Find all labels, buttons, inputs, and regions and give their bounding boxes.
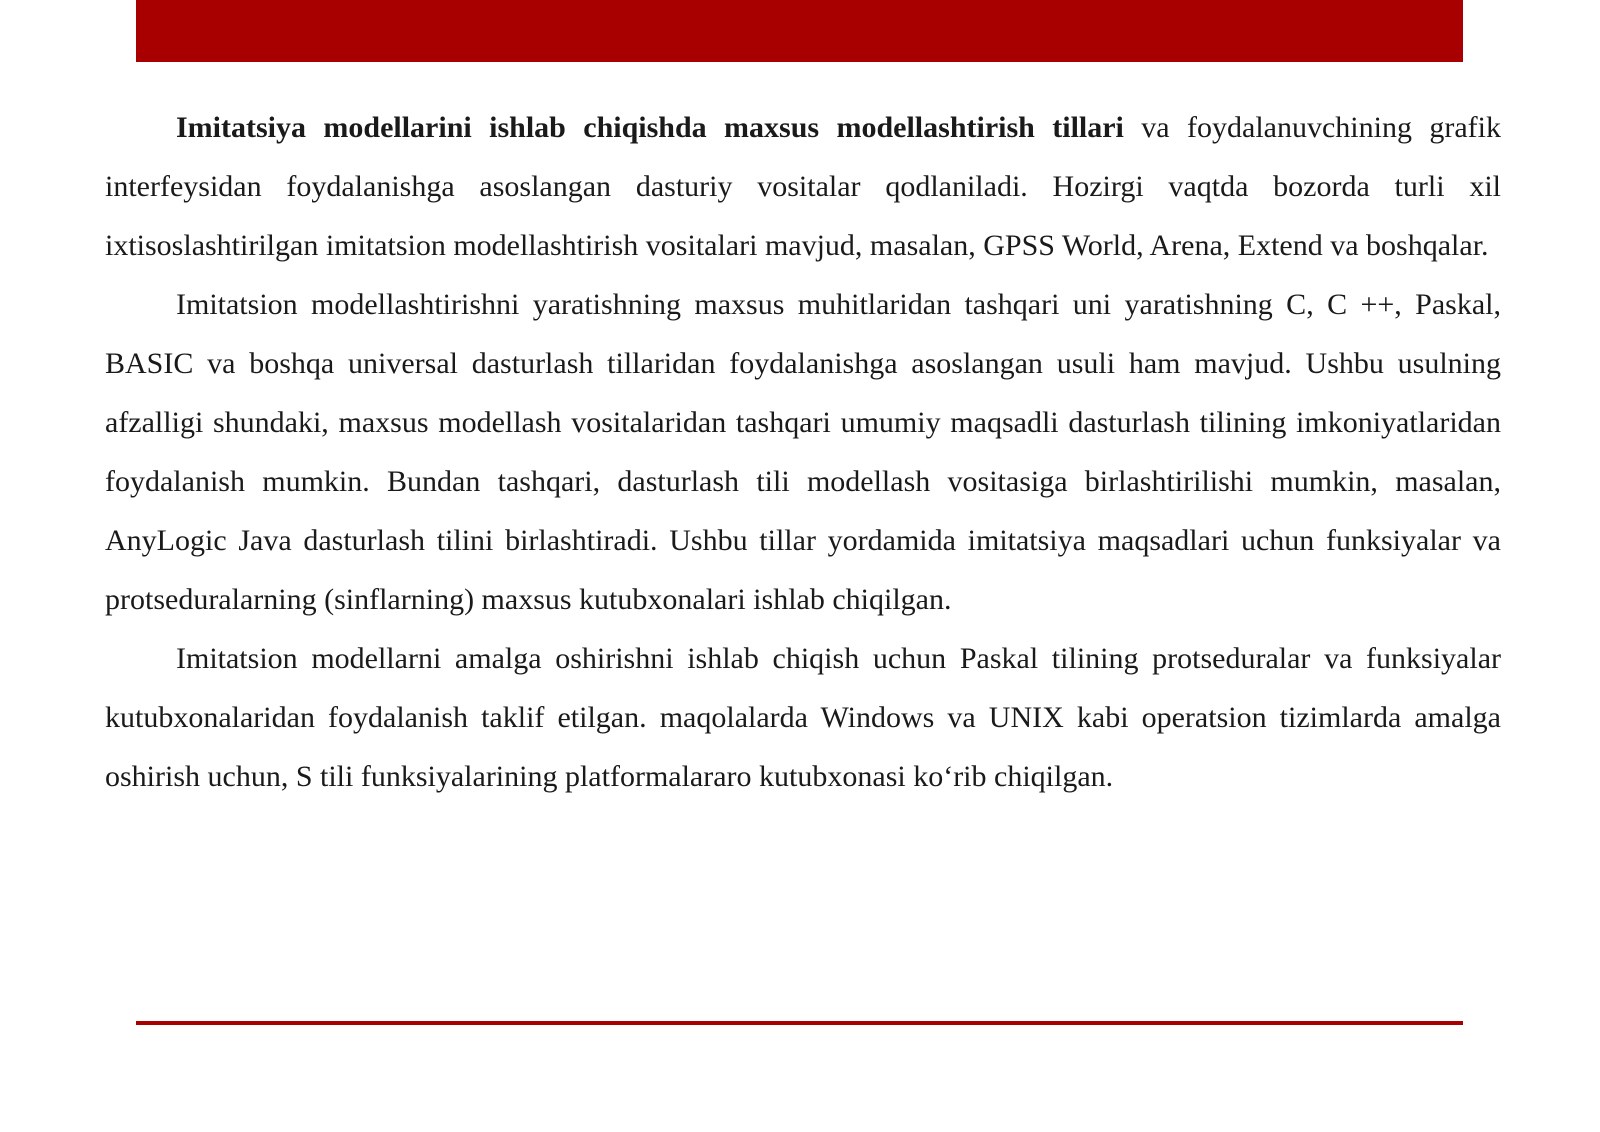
paragraph-1-text: va foydalanuvchining grafik interfeysidan foydalanishga asoslangan dasturiy vositalar qodlaniladi. Hozirgi vaqtda bozorda turli xil ixtisoslashtirilgan imitatsion modellashtirish vositalari mavjud, masalan, GPSS World, Arena, Extend va boshqalar. (105, 111, 1501, 262)
footer-accent-line (136, 1021, 1463, 1025)
paragraph-2 (105, 275, 1501, 629)
paragraph-3-text: Imitatsion modellarni amalga oshirishni ishlab chiqish uchun Paskal tilining protseduralar va funksiyalar kutubxonalaridan foydalanish taklif etilgan. maqolalarda Windows va UNIX kabi operatsion tizimlarda amalga oshirish uchun, S tili funksiyalarining platformalararo kutubxonasi ko‘rib chiqilgan. (105, 642, 1501, 793)
paragraph-1 (105, 98, 1501, 275)
paragraph-2-text: Imitatsion modellashtirishni yaratishning maxsus muhitlaridan tashqari uni yaratishning C, C ++, Paskal, BASIC va boshqa universal dasturlash tillaridan foydalanishga asoslangan usuli ham mavjud. Ushbu usulning afzalligi shundaki, maxsus modellash vositalaridan tashqari umumiy maqsadli dasturlash tilining imkoniyatlaridan foydalanish mumkin. Bundan tashqari, dasturlash tili modellash vositasiga birlashtirilishi mumkin, masalan, AnyLogic Java dasturlash tilini birlashtiradi. Ushbu tillar yordamida imitatsiya maqsadlari uchun funksiyalar va protseduralarning (sinflarning) maxsus kutubxonalari ishlab chiqilgan. (105, 288, 1501, 616)
document-body (105, 98, 1501, 806)
header-accent-bar (136, 0, 1463, 62)
paragraph-1-bold-lead: Imitatsiya modellarini ishlab chiqishda maxsus modellashtirish tillari (176, 111, 1124, 144)
paragraph-3 (105, 629, 1501, 806)
